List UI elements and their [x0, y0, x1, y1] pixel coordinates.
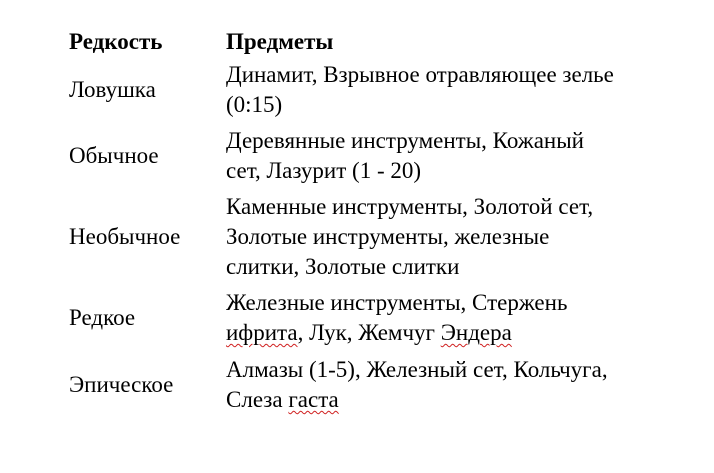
- table-row: [69, 354, 699, 416]
- items-cell: [226, 288, 699, 348]
- items-line: слитки, Золотые слитки: [226, 254, 460, 279]
- items-text: , Лук, Жемчуг: [297, 320, 441, 345]
- items-cell: [226, 355, 699, 415]
- rarity-cell: Ловушка: [69, 77, 156, 102]
- items-line: Каменные инструменты, Золотой сет,: [226, 194, 594, 219]
- items-line: сет, Лазурит (1 - 20): [226, 158, 422, 183]
- items-line: [226, 318, 699, 348]
- table-row: [69, 191, 699, 283]
- spellcheck-word: гаста: [288, 387, 339, 412]
- rarity-cell: Обычное: [69, 143, 159, 168]
- items-line: Железные инструменты, Стержень: [226, 290, 568, 315]
- rarity-table: [69, 27, 699, 416]
- items-line: Деревянные инструменты, Кожаный: [226, 128, 584, 153]
- items-cell: [226, 126, 699, 186]
- table-row: [69, 287, 699, 349]
- spellcheck-word: ифрита: [226, 320, 298, 345]
- spellcheck-word: Эндера: [440, 320, 512, 345]
- header-rarity: Редкость: [69, 29, 163, 54]
- items-cell: [226, 60, 699, 120]
- table-row: [69, 59, 699, 121]
- table-row: [69, 125, 699, 187]
- items-line: Золотые инструменты, железные: [226, 224, 550, 249]
- items-line: Динамит, Взрывное отравляющее зелье: [226, 62, 614, 87]
- items-line: Алмазы (1-5), Железный сет, Кольчуга,: [226, 357, 608, 382]
- rarity-cell: Эпическое: [69, 372, 174, 397]
- items-line: (0:15): [226, 92, 283, 117]
- table-header-row: [69, 27, 699, 57]
- rarity-cell: Редкое: [69, 305, 136, 330]
- rarity-cell: Необычное: [69, 224, 181, 249]
- items-cell: [226, 192, 699, 282]
- items-line: [226, 385, 699, 415]
- items-text: Слеза: [226, 387, 289, 412]
- header-items: Предметы: [226, 29, 334, 54]
